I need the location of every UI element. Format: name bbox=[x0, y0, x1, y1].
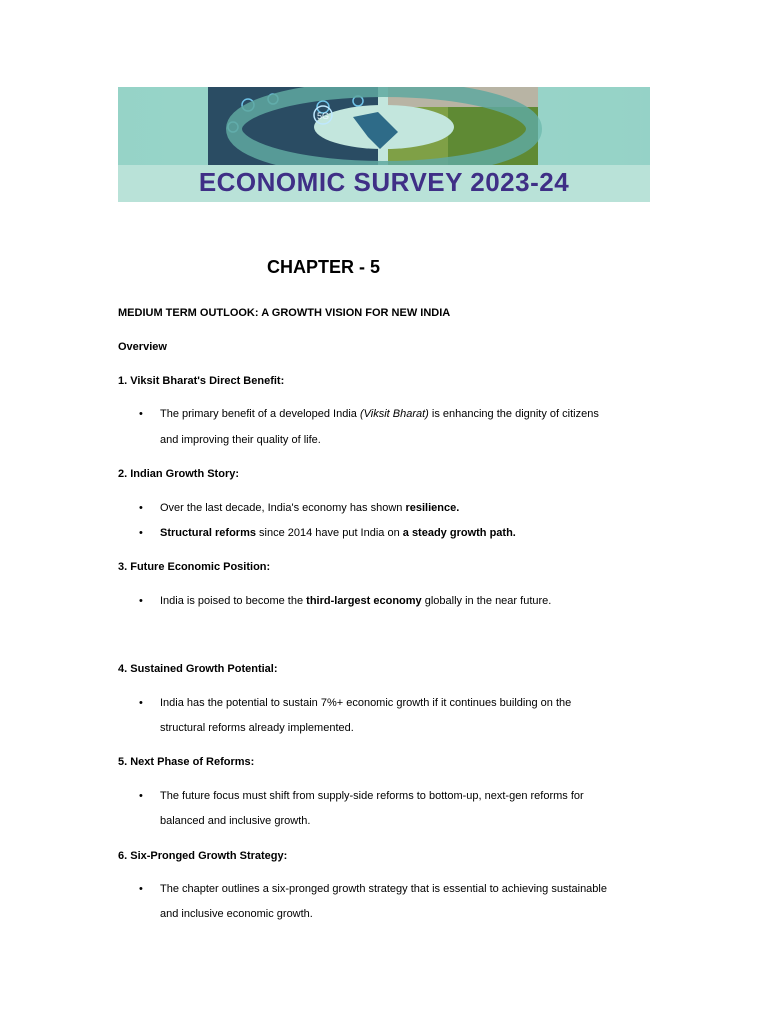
bullet-icon: • bbox=[139, 502, 143, 514]
bullet-text bbox=[160, 907, 313, 921]
overview-label: Overview bbox=[118, 341, 167, 353]
text-run: The primary benefit of a developed India bbox=[160, 408, 360, 420]
bullet-text bbox=[160, 696, 571, 710]
section-heading: 2. Indian Growth Story: bbox=[118, 468, 240, 480]
italic-text: (Viksit Bharat) bbox=[359, 408, 429, 420]
bullet-text bbox=[160, 594, 551, 608]
bullet-text bbox=[160, 789, 584, 803]
bullet-text bbox=[160, 407, 599, 421]
bold-text: third-largest economy bbox=[306, 595, 422, 607]
bullet-text bbox=[160, 501, 459, 515]
section-heading: 3. Future Economic Position: bbox=[118, 561, 271, 573]
section-heading: 6. Six-Pronged Growth Strategy: bbox=[118, 850, 288, 862]
text-run: is enhancing the dignity of citizens bbox=[428, 408, 599, 420]
text-run: structural reforms already implemented. bbox=[160, 722, 354, 734]
text-run: balanced and inclusive growth. bbox=[160, 815, 311, 827]
bullet-icon: • bbox=[139, 790, 143, 802]
text-run: India is poised to become the bbox=[160, 595, 307, 607]
text-run: The chapter outlines a six-pronged growth strategy that is essential to achieving sustainable bbox=[160, 883, 607, 895]
text-run: The future focus must shift from supply-side reforms to bottom-up, next-gen reforms for bbox=[160, 790, 584, 802]
text-run: and inclusive economic growth. bbox=[160, 908, 313, 920]
bullet-text bbox=[160, 882, 607, 896]
section-heading: 4. Sustained Growth Potential: bbox=[118, 663, 278, 675]
banner-title: ECONOMIC SURVEY 2023-24 bbox=[198, 167, 570, 197]
text-run: and improving their quality of life. bbox=[160, 434, 321, 446]
bullet-icon: • bbox=[139, 408, 143, 420]
bullet-text bbox=[160, 433, 321, 447]
bullet-text bbox=[160, 721, 354, 735]
bullet-text bbox=[160, 814, 310, 828]
bullet-icon: • bbox=[139, 595, 143, 607]
header-banner bbox=[118, 87, 650, 202]
bold-text: a steady growth path. bbox=[402, 527, 516, 539]
bullet-icon: • bbox=[139, 527, 143, 539]
section-heading: 5. Next Phase of Reforms: bbox=[118, 756, 255, 768]
text-run: globally in the near future. bbox=[421, 595, 552, 607]
bullet-text bbox=[160, 526, 516, 540]
bullet-icon: • bbox=[139, 697, 143, 709]
bullet-icon: • bbox=[139, 883, 143, 895]
chapter-title: CHAPTER - 5 bbox=[267, 257, 381, 277]
badge-5g: 5G bbox=[316, 111, 330, 121]
text-run: India has the potential to sustain 7%+ economic growth if it continues building on the bbox=[160, 697, 572, 709]
text-run: since 2014 have put India on bbox=[255, 527, 403, 539]
text-run: Over the last decade, India's economy has shown bbox=[160, 502, 406, 514]
bold-text: Structural reforms bbox=[160, 527, 256, 539]
section-heading: 1. Viksit Bharat's Direct Benefit: bbox=[118, 375, 285, 387]
bold-text: resilience. bbox=[405, 502, 460, 514]
document-heading: MEDIUM TERM OUTLOOK: A GROWTH VISION FOR NEW INDIA bbox=[118, 307, 451, 319]
